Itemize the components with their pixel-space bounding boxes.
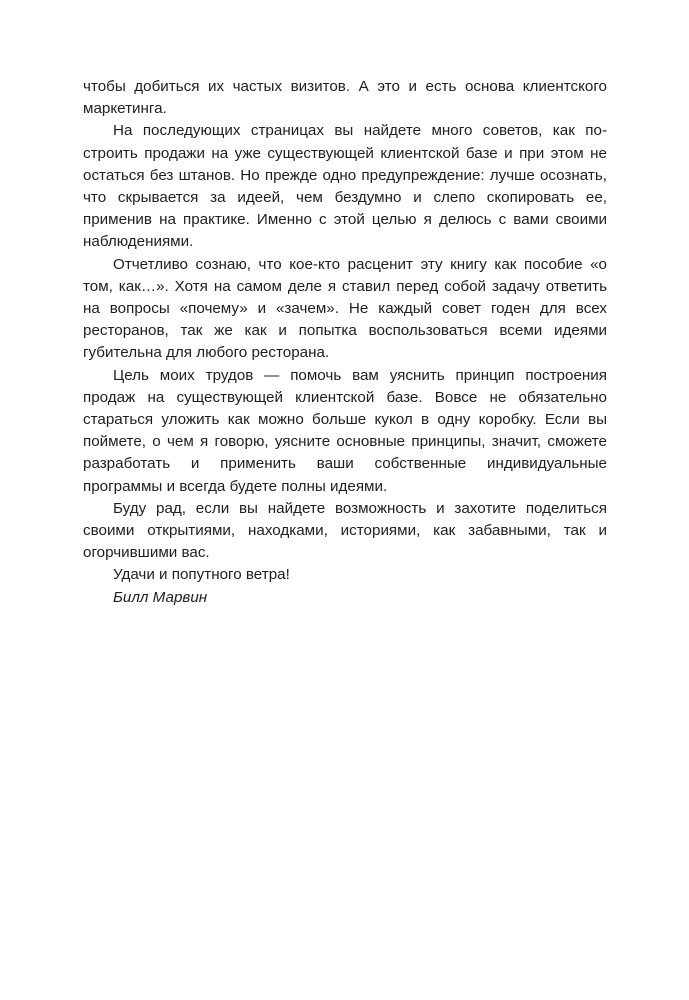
paragraph-advice: На последующих страницах вы найдете много советов, как построить продажи на уже существующей клиентской базе и при этом не остаться без штанов. Но прежде одно предупреждение: лучше осознать, что скрывается за идеей, чем бездумно и слепо скопировать ее, применив на практике. Именно с этой целью я делюсь с вами своими наблюдениями. bbox=[83, 122, 607, 251]
paragraph-how-to: Отчетливо сознаю, что кое-кто расценит эту книгу как пособие «о том, как…». Хотя на самом деле я ставил перед собой задачу ответить на вопросы «почему» и «зачем». Не каждый совет годен для всех ресторанов, так же как и попытка воспользоваться всеми идеями губительна для любого ресторана. bbox=[83, 255, 607, 362]
author-signature: Билл Марвин bbox=[113, 588, 208, 606]
paragraph-share: Буду рад, если вы найдете возможность и захотите поделиться своими открытиями, находками, историями, как забавными, так и огорчившими вас. bbox=[83, 499, 607, 562]
body-text bbox=[83, 76, 607, 609]
closing-line: Удачи и попутного ветра! bbox=[113, 566, 290, 584]
paragraph-continuation: чтобы добиться их частых визитов. А это и есть основа клиентского маркетинга. bbox=[83, 78, 607, 118]
paragraph-goal: Цель моих трудов — помочь вам уяснить принцип построения продаж на существующей клиентской базе. Вовсе не обязательно стараться уложить как можно больше кукол в одну коробку. Если вы поймете, о чем я говорю, уясните основные принципы, значит, сможете разработать и применить ваши собственные индивидуальные программы и всегда будете полны идеями. bbox=[83, 366, 607, 495]
